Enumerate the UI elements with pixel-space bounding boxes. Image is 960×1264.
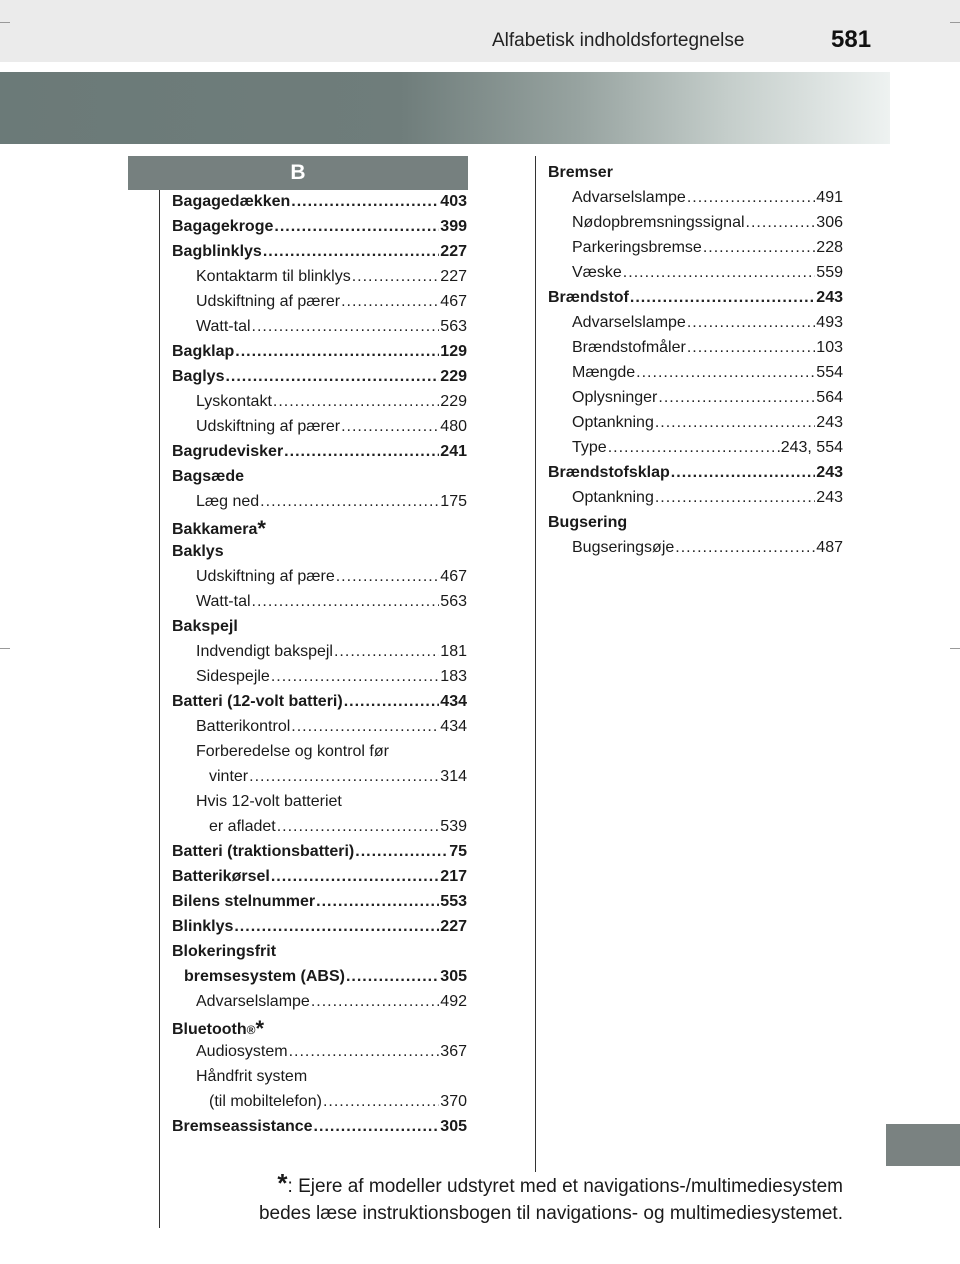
dot-leader [291, 189, 439, 214]
index-entry [548, 460, 843, 485]
index-entry [572, 335, 843, 360]
dot-leader [235, 339, 439, 364]
index-term: Bagagekroge [172, 218, 274, 235]
dot-leader [277, 814, 440, 839]
page-reference: 491 [816, 189, 843, 206]
index-entry [184, 964, 467, 989]
index-term: Bagsæde [172, 468, 245, 485]
index-term: Kontaktarm til blinklys [196, 268, 351, 285]
page-reference: 493 [816, 314, 843, 331]
index-entry [196, 489, 467, 514]
index-entry [196, 1039, 467, 1064]
index-entry [196, 389, 467, 414]
index-entry [572, 185, 843, 210]
index-term: Bluetooth [172, 1021, 247, 1038]
page-reference: 243, 554 [780, 439, 843, 456]
page-reference: 305 [440, 968, 467, 985]
index-entry [196, 414, 467, 439]
index-entry [196, 789, 467, 814]
chapter-banner [0, 72, 890, 144]
index-term: Bakkamera [172, 521, 258, 538]
index-term: Blokeringsfrit [172, 943, 277, 960]
index-term: Nødopbremsningssignal [572, 214, 745, 231]
index-entry [172, 364, 467, 389]
footnote-line-2: bedes læse instruktionsbogen til navigations- og multimediesystemet. [258, 1203, 843, 1224]
index-term: Håndfrit system [196, 1068, 308, 1085]
page-reference: 554 [816, 364, 843, 381]
index-term: Bagklap [172, 343, 235, 360]
dot-leader [271, 864, 439, 889]
page-reference: 480 [440, 418, 467, 435]
index-term: bremsesystem (ABS) [184, 968, 345, 985]
page-reference: 434 [440, 693, 467, 710]
dot-leader [636, 360, 815, 385]
crop-mark [950, 648, 960, 649]
index-entry [172, 214, 467, 239]
index-entry [572, 485, 843, 510]
dot-leader [630, 285, 815, 310]
page-reference: 539 [440, 818, 467, 835]
dot-leader [655, 410, 815, 435]
page-reference: 229 [440, 393, 467, 410]
index-term: Audiosystem [196, 1043, 288, 1060]
column-divider [535, 156, 536, 1172]
index-term: Bilens stelnummer [172, 893, 316, 910]
footnote-star: * [277, 1168, 288, 1198]
dot-leader [291, 714, 439, 739]
dot-leader [273, 389, 439, 414]
index-entry [209, 764, 467, 789]
page-reference: 243 [816, 414, 843, 431]
page-reference: 227 [440, 918, 467, 935]
page-reference: 559 [816, 264, 843, 281]
dot-leader [234, 914, 439, 939]
page-reference: 228 [816, 239, 843, 256]
index-entry [172, 1114, 467, 1139]
index-entry [196, 289, 467, 314]
dot-leader [746, 210, 816, 235]
index-term: (til mobiltelefon) [209, 1093, 322, 1110]
page-reference: 399 [440, 218, 467, 235]
page-reference: 467 [440, 568, 467, 585]
index-entry [172, 514, 467, 539]
index-entry [572, 410, 843, 435]
index-entry [172, 839, 467, 864]
dot-leader [252, 314, 440, 339]
page-reference: 227 [440, 243, 467, 260]
index-entry [572, 310, 843, 335]
index-term: Watt-tal [196, 318, 251, 335]
dot-leader [671, 460, 816, 485]
dot-leader [355, 839, 448, 864]
index-term: Advarselslampe [572, 314, 686, 331]
index-term: Blinklys [172, 918, 234, 935]
index-term: Bremseassistance [172, 1118, 313, 1135]
index-term: Batterikontrol [196, 718, 291, 735]
index-term: Parkeringsbremse [572, 239, 702, 256]
index-entry [172, 939, 467, 964]
index-term: Bugseringsøje [572, 539, 675, 556]
index-term: Bakspejl [172, 618, 238, 635]
page-reference: 306 [816, 214, 843, 231]
index-term: Oplysninger [572, 389, 658, 406]
dot-leader [271, 664, 439, 689]
footnote-star-marker: * [255, 1016, 265, 1041]
page-reference: 492 [440, 993, 467, 1010]
dot-leader [316, 889, 439, 914]
index-entry [172, 239, 467, 264]
index-term: Watt-tal [196, 593, 251, 610]
index-term: Indvendigt bakspejl [196, 643, 333, 660]
page-reference: 434 [440, 718, 467, 735]
index-term: vinter [209, 768, 249, 785]
index-term: Brændstof [548, 289, 629, 306]
page-reference: 467 [440, 293, 467, 310]
dot-leader [323, 1089, 439, 1114]
index-entry [196, 714, 467, 739]
index-entry [548, 285, 843, 310]
index-term: Bagblinklys [172, 243, 262, 260]
page-reference: 103 [816, 339, 843, 356]
dot-leader [675, 535, 815, 560]
index-term: Advarselslampe [196, 993, 310, 1010]
dot-leader [341, 414, 439, 439]
dot-leader [658, 385, 815, 410]
section-letter-header: B [128, 156, 468, 190]
dot-leader [274, 214, 439, 239]
index-entry [172, 189, 467, 214]
index-term: Brændstofsklap [548, 464, 670, 481]
dot-leader [344, 689, 440, 714]
dot-leader [314, 1114, 440, 1139]
page-reference: 243 [816, 489, 843, 506]
dot-leader [260, 489, 439, 514]
page-reference: 229 [440, 368, 467, 385]
thumb-index-tab [886, 1124, 960, 1166]
index-term: Bugsering [548, 514, 628, 531]
index-term: Væske [572, 264, 622, 281]
page-reference: 487 [816, 539, 843, 556]
index-entry [172, 889, 467, 914]
index-term: Optankning [572, 489, 654, 506]
index-term: Udskiftning af pærer [196, 418, 341, 435]
dot-leader [346, 964, 439, 989]
index-term: Brændstofmåler [572, 339, 686, 356]
index-term: Læg ned [196, 493, 260, 510]
index-term: Udskiftning af pærer [196, 293, 341, 310]
page-reference: 75 [449, 843, 467, 860]
index-term: Batterikørsel [172, 868, 270, 885]
dot-leader [249, 764, 439, 789]
page-reference: 305 [440, 1118, 467, 1135]
footnote-star-marker: * [257, 516, 266, 541]
dot-leader [623, 260, 816, 285]
index-term: Mængde [572, 364, 636, 381]
index-term: Hvis 12-volt batteriet [196, 793, 342, 810]
index-entry [548, 160, 843, 185]
dot-leader [687, 335, 815, 360]
crop-mark [0, 22, 10, 23]
index-entry [209, 1089, 467, 1114]
index-term: Advarselslampe [572, 189, 686, 206]
footnote-line-1: : Ejere af modeller udstyret med et navigations-/multimediesystem [287, 1176, 843, 1197]
crop-mark [0, 648, 10, 649]
page-reference: 563 [440, 593, 467, 610]
index-term: Udskiftning af pære [196, 568, 335, 585]
page-reference: 403 [440, 193, 467, 210]
crop-mark [950, 22, 960, 23]
index-entry [172, 864, 467, 889]
footnote [200, 1170, 843, 1227]
dot-leader [334, 639, 439, 664]
index-entry [572, 360, 843, 385]
page-number: 581 [831, 26, 872, 53]
page-reference: 553 [440, 893, 467, 910]
page-reference: 217 [440, 868, 467, 885]
page-reference: 227 [440, 268, 467, 285]
dot-leader [336, 564, 440, 589]
page-reference: 243 [816, 289, 843, 306]
index-entry [172, 439, 467, 464]
index-term: Lyskontakt [196, 393, 272, 410]
index-term: Bagagedækken [172, 193, 291, 210]
index-entry [196, 664, 467, 689]
dot-leader [703, 235, 815, 260]
index-entry [196, 1064, 467, 1089]
page-reference: 241 [440, 443, 467, 460]
dot-leader [311, 989, 439, 1014]
index-entry [572, 260, 843, 285]
dot-leader [225, 364, 439, 389]
index-entry [572, 235, 843, 260]
header-title: Alfabetisk indholdsfortegnelse [492, 30, 745, 51]
index-entry [572, 210, 843, 235]
index-entry [196, 564, 467, 589]
dot-leader [687, 310, 815, 335]
page-reference: 564 [816, 389, 843, 406]
index-entry [172, 539, 467, 564]
index-entry [572, 435, 843, 460]
index-term: Baklys [172, 543, 224, 560]
index-entry [196, 589, 467, 614]
index-entry [172, 464, 467, 489]
page-reference: 183 [440, 668, 467, 685]
index-term: Batteri (traktionsbatteri) [172, 843, 355, 860]
index-entry: Bluetooth ® * [172, 1016, 265, 1041]
index-entry [209, 814, 467, 839]
index-entry [196, 989, 467, 1014]
index-term: Forberedelse og kontrol før [196, 743, 389, 760]
page-reference: 243 [816, 464, 843, 481]
dot-leader [341, 289, 439, 314]
index-entry [196, 314, 467, 339]
page-reference: 367 [440, 1043, 467, 1060]
index-term: er afladet [209, 818, 276, 835]
index-term: Sidespejle [196, 668, 270, 685]
index-term: Bagrudevisker [172, 443, 284, 460]
dot-leader [608, 435, 780, 460]
index-term: Optankning [572, 414, 654, 431]
page-reference: 175 [440, 493, 467, 510]
index-term: Bremser [548, 164, 613, 181]
index-entry [172, 914, 467, 939]
index-term: Batteri (12-volt batteri) [172, 693, 343, 710]
page-reference: 370 [440, 1093, 467, 1110]
index-entry [196, 739, 467, 764]
left-column-rule [159, 190, 160, 1228]
index-entry [196, 264, 467, 289]
page-reference: 181 [440, 643, 467, 660]
page-reference: 563 [440, 318, 467, 335]
page-reference: 129 [440, 343, 467, 360]
index-entry [572, 385, 843, 410]
dot-leader [263, 239, 439, 264]
dot-leader [284, 439, 439, 464]
index-entry [196, 639, 467, 664]
index-term: Baglys [172, 368, 225, 385]
dot-leader [289, 1039, 440, 1064]
page-reference: 314 [440, 768, 467, 785]
dot-leader [252, 589, 440, 614]
index-entry [548, 510, 843, 535]
index-entry [572, 535, 843, 560]
dot-leader [687, 185, 815, 210]
dot-leader [352, 264, 440, 289]
index-term: Type [572, 439, 607, 456]
index-entry [172, 689, 467, 714]
index-entry [172, 614, 467, 639]
dot-leader [655, 485, 815, 510]
index-entry [172, 339, 467, 364]
page-header-bar [0, 0, 960, 62]
